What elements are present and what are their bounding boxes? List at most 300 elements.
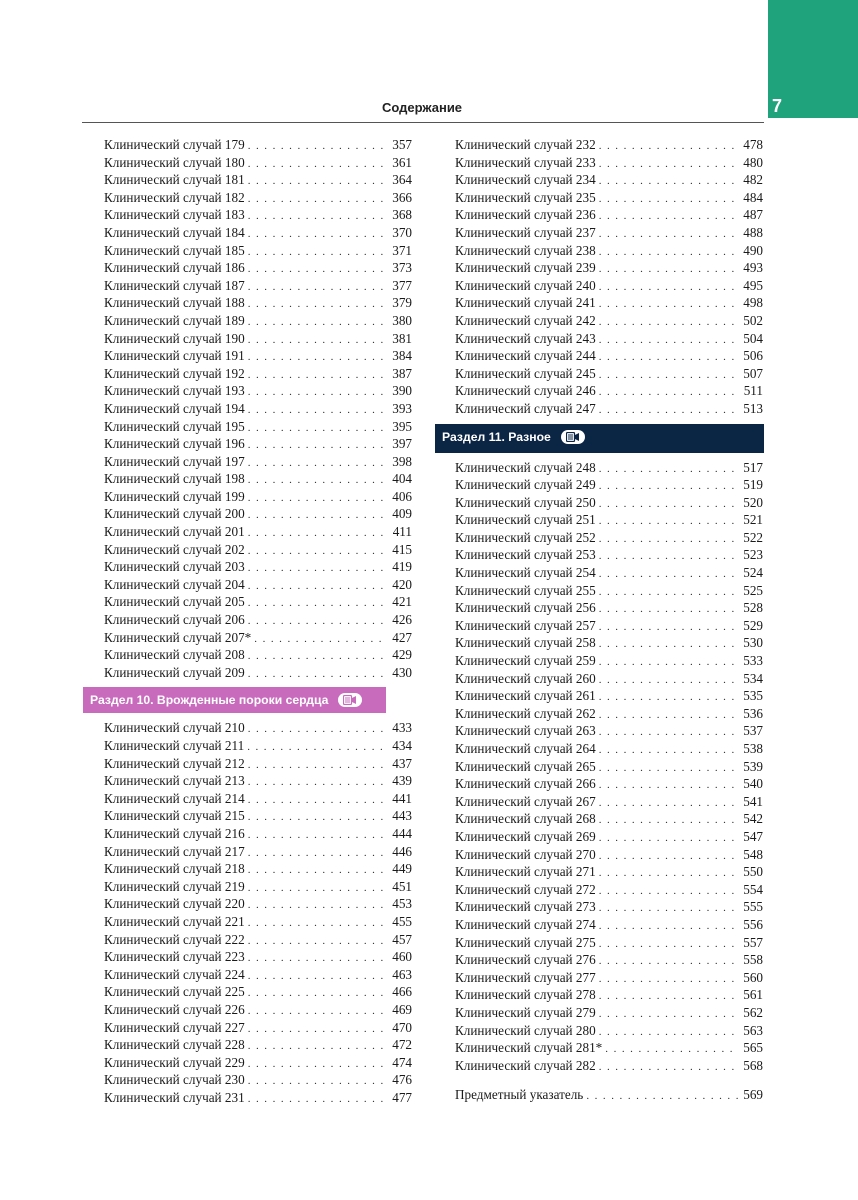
toc-entry-page: 364: [392, 172, 412, 188]
leader-dots: [248, 809, 387, 827]
toc-entry[interactable]: [455, 670, 763, 688]
toc-entry-label: Клинический случай 189: [104, 312, 245, 328]
toc-entry-label: Клинический случай 213: [104, 773, 245, 789]
leader-dots: [248, 367, 387, 385]
toc-entry-label: Клинический случай 202: [104, 541, 245, 557]
toc-entry[interactable]: [455, 599, 763, 617]
toc-entry-label: Клинический случай 254: [455, 565, 596, 581]
toc-entry[interactable]: [455, 951, 763, 969]
toc-entry[interactable]: [104, 878, 412, 896]
toc-entry[interactable]: [104, 611, 412, 629]
leader-dots: [599, 279, 738, 297]
leader-dots: [248, 261, 387, 279]
toc-entry[interactable]: [104, 966, 412, 984]
leader-dots: [248, 1056, 387, 1074]
leader-dots: [248, 156, 387, 174]
toc-entry-page: 525: [743, 582, 763, 598]
leader-dots: [248, 437, 387, 455]
toc-entry-label: Клинический случай 257: [455, 617, 596, 633]
toc-entry[interactable]: [104, 277, 412, 295]
leader-dots: [599, 402, 738, 420]
leader-dots: [599, 619, 738, 637]
toc-entry-label: Клинический случай 229: [104, 1054, 245, 1070]
toc-entry-page: 449: [392, 861, 412, 877]
toc-entry[interactable]: [104, 772, 412, 790]
toc-entry-label: Клинический случай 234: [455, 172, 596, 188]
toc-entry-label: Клинический случай 217: [104, 843, 245, 859]
toc-entry[interactable]: [104, 523, 412, 541]
leader-dots: [248, 721, 387, 739]
toc-entry-label: Клинический случай 181: [104, 172, 245, 188]
video-icon: [561, 430, 585, 444]
leader-dots: [599, 918, 738, 936]
toc-entry-page: 547: [743, 828, 763, 844]
toc-entry[interactable]: [104, 365, 412, 383]
toc-entry-page: 368: [392, 207, 412, 223]
toc-entry-label: Клинический случай 183: [104, 207, 245, 223]
toc-entry[interactable]: [104, 558, 412, 576]
toc-entry-page: 513: [743, 400, 763, 416]
toc-entry-page: 419: [392, 559, 412, 575]
toc-column-right: [442, 136, 763, 1104]
leader-dots: [599, 742, 738, 760]
leader-dots: [248, 595, 387, 613]
leader-dots: [599, 777, 738, 795]
toc-entry-label: Клинический случай 251: [455, 512, 596, 528]
toc-entry-label: Клинический случай 261: [455, 688, 596, 704]
toc-entry-page: 517: [743, 459, 763, 475]
toc-entry-page: 397: [392, 436, 412, 452]
toc-entry[interactable]: [455, 224, 763, 242]
toc-entry-page: 511: [743, 383, 763, 399]
toc-entry-label: Клинический случай 186: [104, 260, 245, 276]
leader-dots: [248, 138, 387, 156]
toc-entry[interactable]: [104, 347, 412, 365]
toc-entry-label: Клинический случай 195: [104, 418, 245, 434]
toc-entry-page: 415: [392, 541, 412, 557]
leader-dots: [599, 173, 738, 191]
toc-entry-page: 409: [392, 506, 412, 522]
leader-dots: [248, 279, 387, 297]
leader-dots: [599, 689, 738, 707]
toc-entry-label: Клинический случай 277: [455, 969, 596, 985]
toc-entry-label: Клинический случай 241: [455, 295, 596, 311]
leader-dots: [248, 490, 387, 508]
toc-entry[interactable]: [104, 312, 412, 330]
leader-dots: [248, 1073, 387, 1091]
toc-entry[interactable]: [455, 582, 763, 600]
toc-entry[interactable]: [455, 634, 763, 652]
toc-entry-page: 433: [392, 720, 412, 736]
toc-entry[interactable]: [104, 646, 412, 664]
toc-entry[interactable]: [104, 948, 412, 966]
leader-dots: [599, 156, 738, 174]
toc-entry[interactable]: [455, 652, 763, 670]
toc-entry-page: 453: [392, 896, 412, 912]
toc-entry-label: Клинический случай 282: [455, 1057, 596, 1073]
toc-entry[interactable]: [455, 722, 763, 740]
leader-dots: [599, 601, 738, 619]
toc-entry[interactable]: [104, 895, 412, 913]
leader-dots: [248, 384, 387, 402]
toc-entry[interactable]: [104, 843, 412, 861]
leader-dots: [599, 332, 738, 350]
toc-entry-page: 446: [392, 843, 412, 859]
leader-dots: [599, 1024, 738, 1042]
toc-entry[interactable]: [455, 986, 763, 1004]
toc-entry-page: 523: [743, 547, 763, 563]
toc-entry-label: Клинический случай 222: [104, 931, 245, 947]
toc-entry[interactable]: [104, 913, 412, 931]
leader-dots: [248, 880, 387, 898]
toc-entry-page: 538: [743, 741, 763, 756]
toc-entry[interactable]: [104, 470, 412, 488]
toc-entry-label: Клинический случай 259: [455, 653, 596, 669]
toc-entry-label: Клинический случай 179: [104, 137, 245, 152]
leader-dots: [599, 760, 738, 778]
toc-entry-page: 377: [392, 277, 412, 293]
toc-entry-label: Клинический случай 215: [104, 808, 245, 824]
toc-entry[interactable]: [455, 810, 763, 828]
toc-entry[interactable]: [104, 983, 412, 1001]
toc-entry-page: 554: [743, 881, 763, 897]
toc-entry[interactable]: [104, 1001, 412, 1019]
toc-entry[interactable]: [104, 807, 412, 825]
leader-dots: [599, 584, 738, 602]
toc-entry-label: Клинический случай 220: [104, 896, 245, 912]
toc-entry-label: Клинический случай 271: [455, 864, 596, 880]
toc-entry[interactable]: [104, 1019, 412, 1037]
toc-entry[interactable]: [104, 259, 412, 277]
toc-entry[interactable]: [104, 931, 412, 949]
toc-entry[interactable]: [455, 294, 763, 312]
toc-entry-label: Клинический случай 246: [455, 383, 596, 399]
leader-dots: [586, 1088, 738, 1106]
toc-entry-page: 451: [392, 878, 412, 894]
leader-dots: [248, 915, 387, 933]
toc-entry[interactable]: [104, 825, 412, 843]
leader-dots: [248, 774, 387, 792]
leader-dots: [248, 244, 387, 262]
toc-entry[interactable]: [455, 969, 763, 987]
toc-entry-label: Клинический случай 193: [104, 383, 245, 399]
toc-entry-page: 537: [743, 723, 763, 739]
toc-entry[interactable]: [455, 400, 763, 418]
toc-entry-page: 548: [743, 846, 763, 862]
toc-entry[interactable]: [455, 259, 763, 277]
toc-entry-label: Клинический случай 211: [104, 738, 245, 753]
toc-entry-label: Клинический случай 214: [104, 790, 245, 806]
leader-dots: [599, 531, 738, 549]
toc-entry-page: 536: [743, 705, 763, 721]
toc-entry[interactable]: [455, 365, 763, 383]
leader-dots: [599, 548, 738, 566]
leader-dots: [248, 845, 387, 863]
toc-entry-page: 557: [743, 934, 763, 950]
header-divider: [82, 122, 764, 123]
toc-entry[interactable]: [455, 476, 763, 494]
leader-dots: [248, 173, 387, 191]
toc-entry[interactable]: [455, 546, 763, 564]
toc-entry[interactable]: [104, 576, 412, 594]
toc-entry[interactable]: [455, 617, 763, 635]
toc-entry[interactable]: [455, 863, 763, 881]
toc-entry-page: 558: [743, 952, 763, 968]
toc-entry-label: Клинический случай 248: [455, 459, 596, 475]
toc-entry-label: Клинический случай 204: [104, 576, 245, 592]
leader-dots: [248, 792, 387, 810]
toc-entry[interactable]: [104, 860, 412, 878]
toc-entry-label: Клинический случай 225: [104, 984, 245, 1000]
section-10-header[interactable]: [83, 687, 386, 713]
toc-entry-label: Клинический случай 242: [455, 312, 596, 328]
toc-entry[interactable]: [455, 330, 763, 348]
toc-entry-label: Клинический случай 230: [104, 1072, 245, 1088]
leader-dots: [599, 672, 738, 690]
toc-entry-page: 542: [743, 811, 763, 827]
toc-entry[interactable]: [455, 793, 763, 811]
leader-dots: [599, 349, 738, 367]
toc-entry-page: 398: [392, 453, 412, 469]
toc-entry-page: 426: [392, 612, 412, 628]
toc-entry[interactable]: [104, 505, 412, 523]
leader-dots: [599, 830, 738, 848]
leader-dots: [599, 226, 738, 244]
toc-entry-label: Клинический случай 267: [455, 793, 596, 809]
leader-dots: [599, 848, 738, 866]
toc-entry[interactable]: [104, 435, 412, 453]
toc-entry-label: Клинический случай 264: [455, 741, 596, 756]
leader-dots: [254, 631, 387, 649]
toc-entry-page: 498: [743, 295, 763, 311]
toc-entry-page: 421: [392, 594, 412, 610]
toc-entry[interactable]: [455, 740, 763, 758]
toc-entry[interactable]: [104, 136, 412, 154]
toc-column-left: [90, 136, 412, 1106]
toc-entry-page: 539: [743, 758, 763, 774]
leader-dots: [599, 1006, 738, 1024]
toc-entry[interactable]: [104, 418, 412, 436]
toc-entry[interactable]: [455, 775, 763, 793]
toc-entry[interactable]: [455, 511, 763, 529]
toc-entry[interactable]: [455, 934, 763, 952]
toc-entry[interactable]: [104, 1054, 412, 1072]
leader-dots: [248, 968, 387, 986]
toc-entry-label: Клинический случай 206: [104, 612, 245, 628]
leader-dots: [248, 897, 387, 915]
toc-entry-label: Клинический случай 268: [455, 811, 596, 827]
toc-entry[interactable]: [104, 154, 412, 172]
leader-dots: [599, 795, 738, 813]
toc-entry[interactable]: [455, 1022, 763, 1040]
toc-entry-label: Клинический случай 258: [455, 635, 596, 651]
toc-entry[interactable]: [455, 881, 763, 899]
toc-entry[interactable]: [455, 687, 763, 705]
toc-entry[interactable]: [455, 1057, 763, 1075]
leader-dots: [248, 1038, 387, 1056]
toc-entry-label: Клинический случай 281*: [455, 1040, 603, 1056]
toc-entry[interactable]: [455, 347, 763, 365]
toc-entry-label: Клинический случай 272: [455, 881, 596, 897]
toc-entry-page: 463: [392, 966, 412, 982]
page-title: Содержание: [381, 100, 463, 115]
toc-entry[interactable]: [104, 242, 412, 260]
leader-dots: [248, 560, 387, 578]
toc-entry[interactable]: [104, 330, 412, 348]
toc-entry[interactable]: [104, 737, 412, 755]
toc-entry[interactable]: [455, 758, 763, 776]
toc-entry[interactable]: [455, 916, 763, 934]
toc-entry-page: 380: [392, 312, 412, 328]
toc-entry[interactable]: [104, 790, 412, 808]
toc-entry-label: Клинический случай 249: [455, 477, 596, 493]
toc-entry-page: 507: [743, 365, 763, 381]
toc-entry-label: Клинический случай 279: [455, 1004, 596, 1020]
toc-entry[interactable]: [455, 494, 763, 512]
leader-dots: [248, 208, 387, 226]
toc-entry-index[interactable]: [455, 1086, 763, 1104]
toc-entry-label: Клинический случай 266: [455, 776, 596, 792]
leader-dots: [248, 648, 387, 666]
toc-entry[interactable]: [104, 400, 412, 418]
toc-entry-label: Клинический случай 191: [104, 348, 245, 364]
toc-entry-label: Клинический случай 207*: [104, 629, 252, 645]
toc-entry[interactable]: [455, 206, 763, 224]
toc-entry[interactable]: [104, 206, 412, 224]
toc-entry[interactable]: [455, 277, 763, 295]
toc-entry[interactable]: [104, 453, 412, 471]
toc-entry[interactable]: [455, 189, 763, 207]
toc-entry[interactable]: [104, 593, 412, 611]
toc-entry[interactable]: [104, 488, 412, 506]
toc-entry-page: 519: [743, 477, 763, 493]
toc-entry[interactable]: [104, 1071, 412, 1089]
leader-dots: [248, 950, 387, 968]
leader-dots: [248, 578, 387, 596]
toc-entry-label: Клинический случай 275: [455, 934, 596, 950]
toc-entry-page: 437: [392, 755, 412, 771]
toc-list: [104, 719, 412, 1106]
toc-entry-label: Клинический случай 239: [455, 260, 596, 276]
toc-entry-page: 361: [392, 154, 412, 170]
leader-dots: [599, 208, 738, 226]
section-11-header[interactable]: [435, 424, 764, 453]
toc-entry-label: Клинический случай 273: [455, 899, 596, 915]
toc-entry-label: Клинический случай 232: [455, 137, 596, 152]
toc-entry[interactable]: [104, 189, 412, 207]
toc-entry-label: Клинический случай 200: [104, 506, 245, 522]
toc-entry-page: 534: [743, 670, 763, 686]
toc-entry[interactable]: [455, 898, 763, 916]
toc-entry-label: Клинический случай 196: [104, 436, 245, 452]
leader-dots: [599, 707, 738, 725]
leader-dots: [599, 936, 738, 954]
leader-dots: [599, 971, 738, 989]
leader-dots: [248, 1021, 387, 1039]
toc-entry[interactable]: [104, 541, 412, 559]
toc-entry-page: 384: [392, 348, 412, 364]
leader-dots: [248, 332, 387, 350]
toc-entry-page: 550: [743, 864, 763, 880]
leader-dots: [248, 543, 387, 561]
toc-entry-page: 434: [392, 738, 412, 753]
toc-entry[interactable]: [104, 1089, 412, 1107]
toc-entry-page: 478: [743, 137, 763, 152]
toc-entry-page: 441: [392, 790, 412, 806]
toc-entry-page: 469: [392, 1001, 412, 1017]
toc-entry-page: 560: [743, 969, 763, 985]
toc-entry[interactable]: [104, 224, 412, 242]
toc-entry-page: 565: [743, 1040, 763, 1056]
toc-entry[interactable]: [455, 242, 763, 260]
toc-entry-page: 370: [392, 224, 412, 240]
toc-entry[interactable]: [455, 564, 763, 582]
toc-entry[interactable]: [455, 171, 763, 189]
toc-entry[interactable]: [455, 705, 763, 723]
leader-dots: [599, 988, 738, 1006]
toc-entry-label: Клинический случай 190: [104, 330, 245, 346]
toc-entry[interactable]: [455, 1039, 763, 1057]
leader-dots: [248, 666, 387, 684]
toc-entry[interactable]: [455, 1004, 763, 1022]
toc-entry-page: 484: [743, 189, 763, 205]
toc-entry[interactable]: [455, 312, 763, 330]
toc-entry[interactable]: [455, 136, 763, 154]
toc-entry-label: Клинический случай 278: [455, 987, 596, 1003]
toc-entry-page: 562: [743, 1004, 763, 1020]
toc-entry-label: Клинический случай 244: [455, 348, 596, 364]
section-10-title: Раздел 10. Врожденные пороки сердца: [90, 693, 329, 708]
toc-entry-page: 528: [743, 600, 763, 616]
toc-entry[interactable]: [104, 629, 412, 647]
toc-entry[interactable]: [104, 382, 412, 400]
leader-dots: [248, 472, 387, 490]
toc-entry[interactable]: [104, 171, 412, 189]
toc-entry[interactable]: [104, 1036, 412, 1054]
toc-entry[interactable]: [104, 719, 412, 737]
leader-dots: [248, 296, 387, 314]
toc-entry[interactable]: [455, 846, 763, 864]
video-icon: [338, 693, 362, 707]
leader-dots: [248, 402, 387, 420]
toc-entry-label: Клинический случай 188: [104, 295, 245, 311]
toc-entry[interactable]: [104, 294, 412, 312]
toc-entry-label: Клинический случай 231: [104, 1089, 245, 1105]
toc-entry-page: 506: [743, 348, 763, 364]
toc-entry-page: 390: [392, 383, 412, 399]
toc-entry-label: Клинический случай 219: [104, 878, 245, 894]
toc-entry-page: 460: [392, 949, 412, 965]
toc-entry-label: Клинический случай 243: [455, 330, 596, 346]
toc-entry-label: Клинический случай 185: [104, 242, 245, 258]
toc-entry-label: Клинический случай 208: [104, 647, 245, 663]
toc-entry-page: 476: [392, 1072, 412, 1088]
leader-dots: [248, 757, 387, 775]
toc-entry[interactable]: [455, 154, 763, 172]
toc-entry-page: 457: [392, 931, 412, 947]
toc-entry[interactable]: [455, 529, 763, 547]
toc-entry-page: 480: [743, 154, 763, 170]
toc-entry-label: Клинический случай 223: [104, 949, 245, 965]
toc-entry[interactable]: [104, 755, 412, 773]
toc-entry[interactable]: [104, 664, 412, 682]
toc-entry-page: 395: [392, 418, 412, 434]
toc-entry[interactable]: [455, 828, 763, 846]
leader-dots: [248, 226, 387, 244]
toc-entry-label: Клинический случай 236: [455, 207, 596, 223]
toc-entry[interactable]: [455, 382, 763, 400]
toc-entry[interactable]: [455, 459, 763, 477]
